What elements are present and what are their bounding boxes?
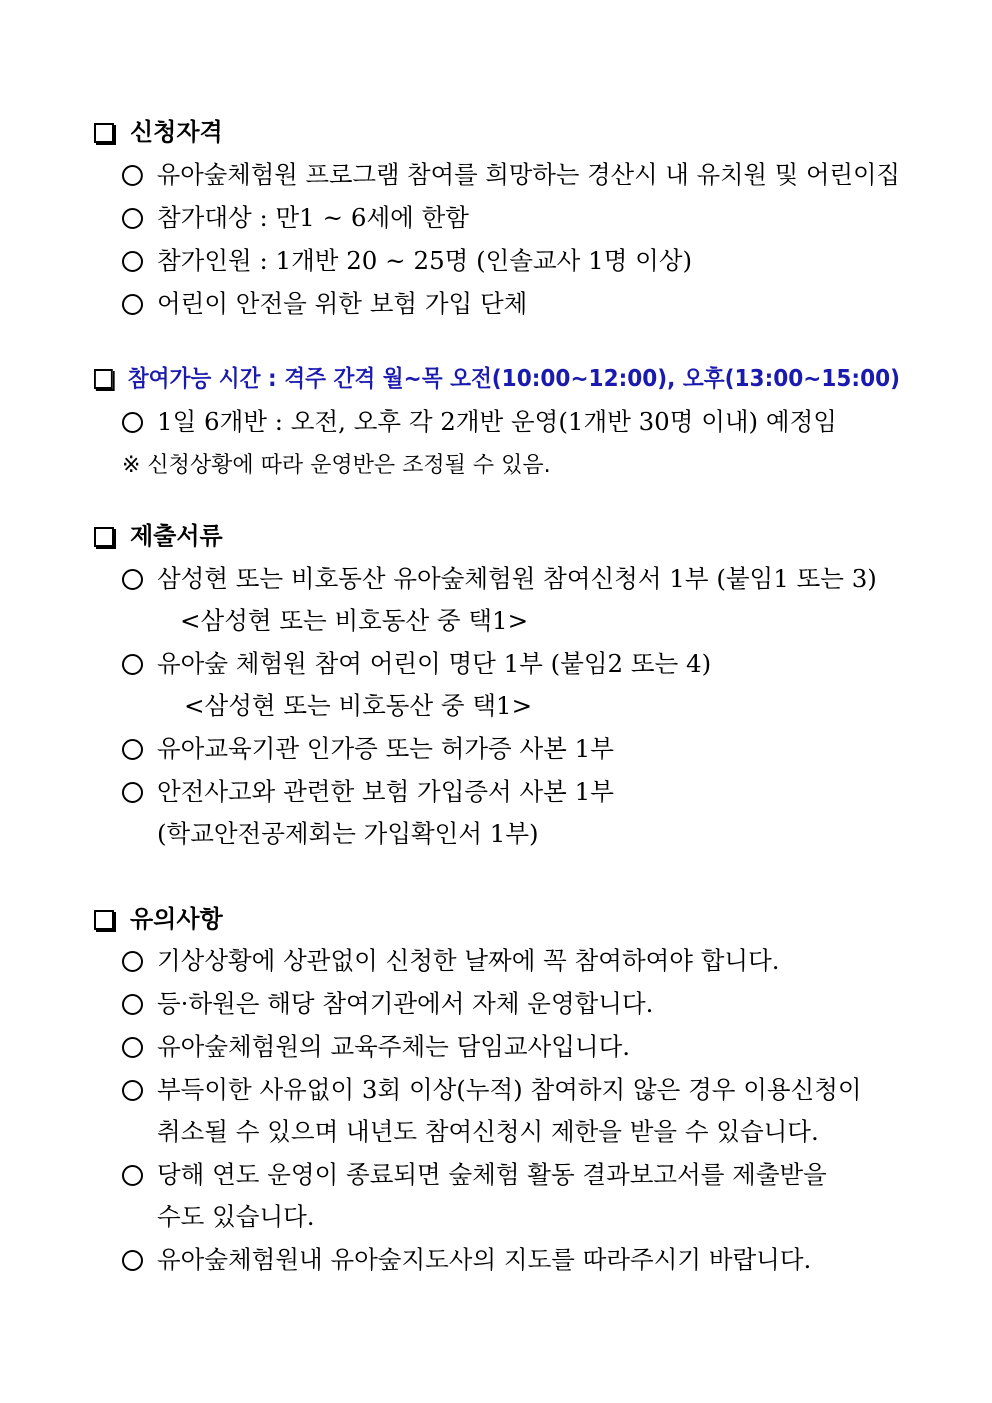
list-item <box>122 202 469 234</box>
circle-bullet-icon <box>122 654 143 675</box>
checkbox-square-icon <box>94 527 114 547</box>
list-item-continuation: 취소될 수 있으며 내년도 참여신청시 제한을 받을 수 있습니다. <box>157 1117 819 1146</box>
circle-bullet-icon <box>122 569 143 590</box>
circle-bullet-icon <box>122 1037 143 1058</box>
section-title: 제출서류 <box>130 522 223 550</box>
list-item-text: 등·하원은 해당 참여기관에서 자체 운영합니다. <box>157 989 654 1018</box>
section-title: 신청자격 <box>130 118 223 146</box>
list-item-continuation: 수도 있습니다. <box>157 1202 315 1231</box>
circle-bullet-icon <box>122 1165 143 1186</box>
list-item <box>122 988 653 1020</box>
section-heading-documents <box>94 520 223 552</box>
circle-bullet-icon <box>122 951 143 972</box>
list-item <box>122 288 527 320</box>
list-item-text: 1일 6개반 : 오전, 오후 각 2개반 운영(1개반 30명 이내) 예정임 <box>157 407 837 436</box>
list-item-text: 안전사고와 관련한 보험 가입증서 사본 1부 <box>157 777 614 806</box>
checkbox-square-icon <box>94 123 114 143</box>
section-heading-eligibility <box>94 116 223 148</box>
list-item-text: 유아숲체험원내 유아숲지도사의 지도를 따라주시기 바랍니다. <box>157 1245 812 1274</box>
note-text: ※ 신청상황에 따라 운영반은 조정될 수 있음. <box>122 453 551 478</box>
circle-bullet-icon <box>122 782 143 803</box>
circle-bullet-icon <box>122 1250 143 1271</box>
list-item <box>122 648 711 680</box>
list-item <box>122 245 692 277</box>
list-item <box>122 1074 862 1106</box>
list-item-text: 유아숲 체험원 참여 어린이 명단 1부 (붙임2 또는 4) <box>157 649 712 678</box>
circle-bullet-icon <box>122 251 143 272</box>
circle-bullet-icon <box>122 294 143 315</box>
list-item <box>122 776 614 808</box>
circle-bullet-icon <box>122 1080 143 1101</box>
section-heading-notes <box>94 903 223 935</box>
list-item <box>122 945 780 977</box>
list-item <box>122 159 900 191</box>
section-heading-schedule <box>94 363 900 395</box>
list-item-text: 유아숲체험원 프로그램 참여를 희망하는 경산시 내 유치원 및 어린이집 <box>156 160 901 189</box>
list-item-text: 기상상황에 상관없이 신청한 날짜에 꼭 참여하여야 합니다. <box>157 946 780 975</box>
circle-bullet-icon <box>122 739 143 760</box>
list-item <box>122 406 837 438</box>
checkbox-square-icon <box>94 910 114 930</box>
circle-bullet-icon <box>122 994 143 1015</box>
list-item <box>122 733 614 765</box>
list-item-text: 유아숲체험원의 교육주체는 담임교사입니다. <box>157 1032 631 1061</box>
list-item-text: 부득이한 사유없이 3회 이상(누적) 참여하지 않은 경우 이용신청이 <box>157 1075 862 1104</box>
list-item-text: 유아교육기관 인가증 또는 허가증 사본 1부 <box>157 734 614 763</box>
list-item-subtext: (학교안전공제회는 가입확인서 1부) <box>157 819 539 848</box>
list-item <box>122 1031 630 1063</box>
section-title: 유의사항 <box>130 905 223 933</box>
list-item <box>122 1159 827 1191</box>
checkbox-square-icon <box>94 369 113 389</box>
list-item-text: 삼성현 또는 비호동산 유아숲체험원 참여신청서 1부 (붙임1 또는 3) <box>157 564 877 593</box>
circle-bullet-icon <box>122 412 143 433</box>
circle-bullet-icon <box>122 208 143 229</box>
list-item-text: 당해 연도 운영이 종료되면 숲체험 활동 결과보고서를 제출받을 <box>157 1160 827 1189</box>
list-item-text: 어린이 안전을 위한 보험 가입 단체 <box>157 289 528 318</box>
list-item-text: 참가인원 : 1개반 20 ~ 25명 (인솔교사 1명 이상) <box>157 246 693 275</box>
circle-bullet-icon <box>122 165 143 186</box>
section-title: 참여가능 시간 : 격주 간격 월~목 오전(10:00~12:00), 오후(13:00~15:00) <box>127 366 901 392</box>
list-item <box>122 1244 811 1276</box>
list-item-subtext: <삼성현 또는 비호동산 중 택1> <box>184 691 533 720</box>
list-item <box>122 563 877 595</box>
list-item-subtext: <삼성현 또는 비호동산 중 택1> <box>180 606 529 635</box>
list-item-text: 참가대상 : 만1 ~ 6세에 한함 <box>157 203 469 232</box>
